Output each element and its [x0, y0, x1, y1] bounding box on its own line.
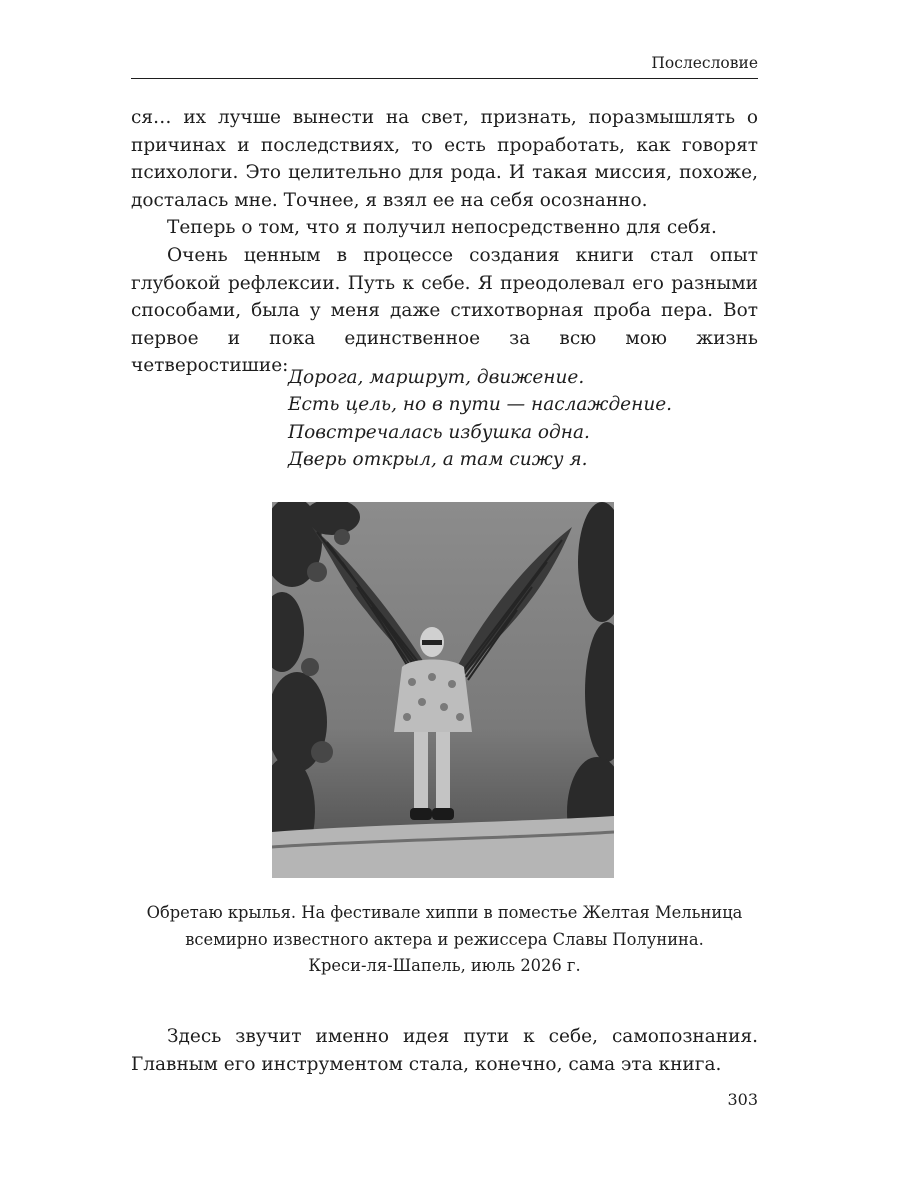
- caption-line: Креси-ля-Шапель, июль 2026 г.: [308, 956, 581, 975]
- running-header: [131, 52, 758, 79]
- poem: [288, 364, 672, 474]
- caption-line: всемирно известного актера и режиссера Славы Полунина.: [185, 929, 704, 949]
- paragraph: Теперь о том, что я получил непосредственно для себя.: [167, 217, 717, 239]
- page-number: 303: [727, 1090, 758, 1109]
- poem-line: Есть цель, но в пути — наслаждение.: [288, 394, 673, 416]
- body-text: [131, 104, 758, 380]
- poem-line: Повстречалась избушка одна.: [288, 421, 590, 443]
- poem-line: Дорога, маршрут, движение.: [288, 367, 585, 388]
- paragraph: ся… их лучше вынести на свет, признать, поразмышлять о причинах и последствиях, то есть проработать, как говорят психологи. Это целительно для рода. И такая миссия, похоже, досталась мне. Точнее, я взял ее на себя осознанно.: [131, 107, 758, 211]
- photo-man-with-wings: [272, 502, 614, 878]
- paragraph: Очень ценным в процессе создания книги стал опыт глубокой рефлексии. Путь к себе. Я преодолевал его разными способами, была у меня даже стихотворная проба пера. Вот первое и пока единственное за всю мою жизнь четверостишие:: [131, 244, 758, 377]
- poem-line: Дверь открыл, а там сижу я.: [288, 449, 588, 471]
- caption-line: Обретаю крылья. На фестивале хиппи в поместье Желтая Мельница: [146, 903, 743, 922]
- closing-text: [131, 1023, 758, 1078]
- photo-illustration: [272, 502, 614, 878]
- paragraph: Здесь звучит именно идея пути к себе, самопознания. Главным его инструментом стала, конечно, сама эта книга.: [131, 1026, 758, 1075]
- photo-caption: [131, 900, 758, 980]
- running-head-title: Послесловие: [651, 54, 758, 72]
